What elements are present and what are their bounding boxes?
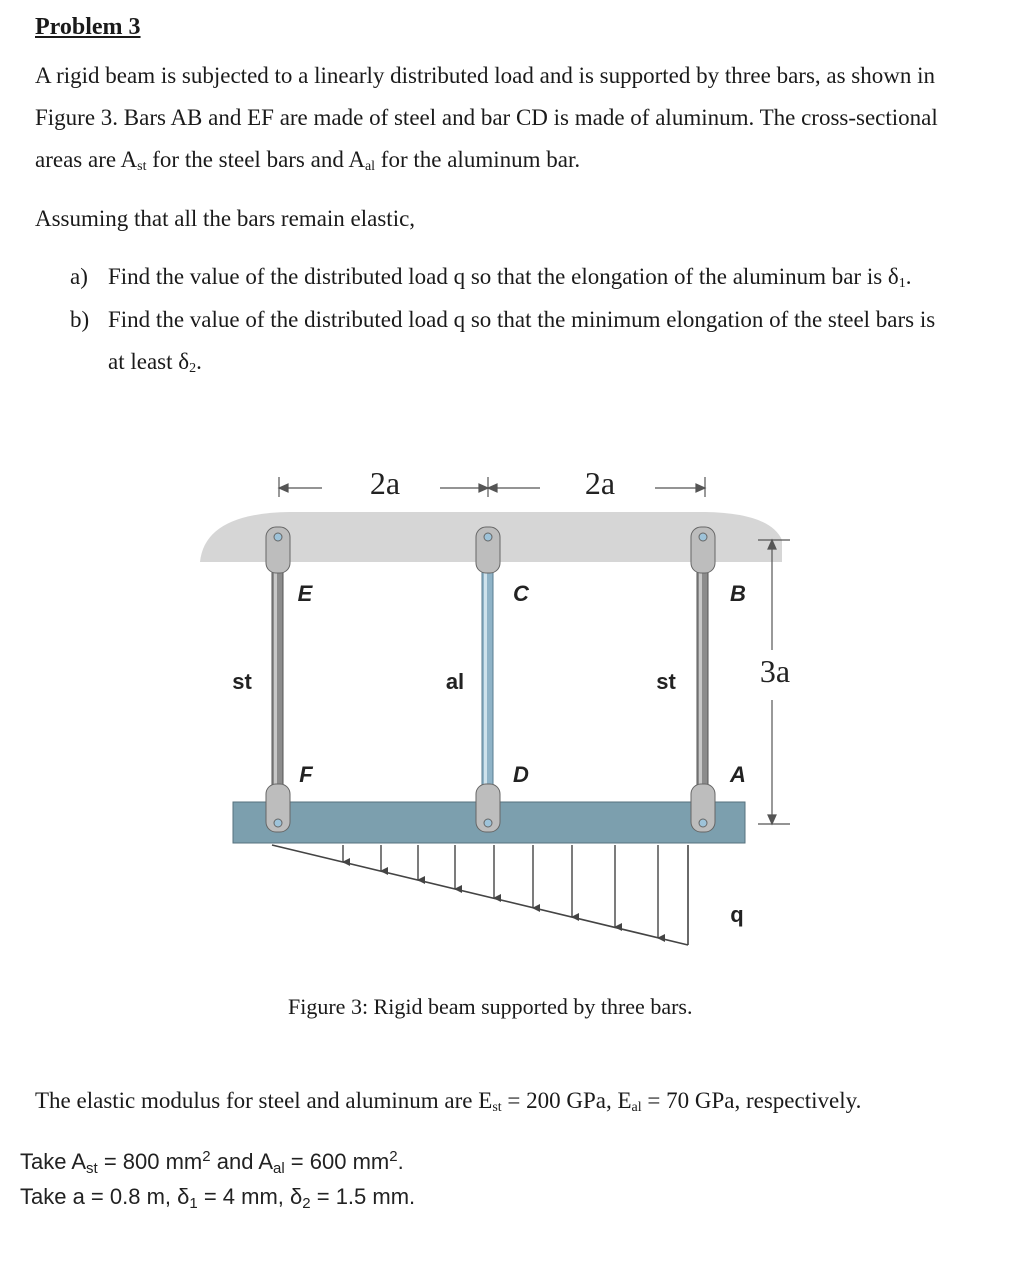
bottom-clevis-d bbox=[476, 784, 500, 832]
distributed-load bbox=[272, 845, 688, 945]
given-dimensions: Take a = 0.8 m, $\delta_1 = 4$ mm, $\delta_2 = 1.5$ mm. bbox=[20, 1184, 416, 1212]
bottom-clevis-f bbox=[266, 784, 290, 832]
dim-right-label: 2a bbox=[584, 465, 616, 501]
dim-height-label: 3a bbox=[759, 653, 791, 689]
horizontal-dimension bbox=[279, 477, 705, 497]
elastic-moduli-text: The elastic modulus for steel and aluminum are $E_{st} = 200$ GPa, $E_{al} = 70$ GPa, respectively. bbox=[35, 1088, 862, 1115]
part-b-label: b) bbox=[70, 307, 90, 332]
dim-left-label: 2a bbox=[369, 465, 401, 501]
label-q: q bbox=[730, 902, 744, 927]
label-c: C bbox=[513, 581, 529, 606]
top-clevis-c bbox=[476, 527, 500, 573]
label-e: E bbox=[297, 581, 313, 606]
assumption-text: Assuming that all the bars remain elastic, bbox=[35, 206, 416, 231]
bar-cd-aluminum bbox=[482, 570, 493, 788]
part-b-line-1: Find the value of the distributed load q so that the minimum elongation of the steel bars is bbox=[108, 307, 936, 332]
bar-ab-steel bbox=[697, 570, 708, 788]
bar-ef-steel bbox=[272, 570, 283, 788]
problem-title: Problem 3 bbox=[35, 14, 141, 40]
figure-caption: Figure 3: Rigid beam supported by three bars. bbox=[288, 994, 693, 1019]
label-al: al bbox=[445, 669, 465, 694]
label-b: B bbox=[730, 581, 746, 606]
top-clevis-b bbox=[691, 527, 715, 573]
intro-line-2: Figure 3. Bars AB and EF are made of steel and bar CD is made of aluminum. The cross-sectional bbox=[35, 105, 938, 130]
part-a-text: Find the value of the distributed load q so that the elongation of the aluminum bar is $\delta_1$. bbox=[108, 264, 912, 291]
label-st-left: st bbox=[232, 669, 252, 694]
figure-3-diagram bbox=[0, 440, 1027, 980]
part-a-label: a) bbox=[70, 264, 88, 289]
label-st-right: st bbox=[656, 669, 676, 694]
intro-line-3: areas are $A_{st}$ for the steel bars and $A_{al}$ for the aluminum bar. bbox=[35, 147, 581, 174]
label-d: D bbox=[513, 762, 529, 787]
top-clevis-e bbox=[266, 527, 290, 573]
given-areas: Take $A_{st} = 800$ $mm^2$ and $A_{al} = 600$ $mm^2$. bbox=[20, 1148, 404, 1177]
part-b-line-2: at least $\delta_2$. bbox=[108, 349, 202, 376]
label-f: F bbox=[299, 762, 313, 787]
bottom-clevis-a bbox=[691, 784, 715, 832]
label-a: A bbox=[730, 762, 746, 787]
intro-line-1: A rigid beam is subjected to a linearly distributed load and is supported by three bars, as shown in bbox=[35, 63, 936, 88]
